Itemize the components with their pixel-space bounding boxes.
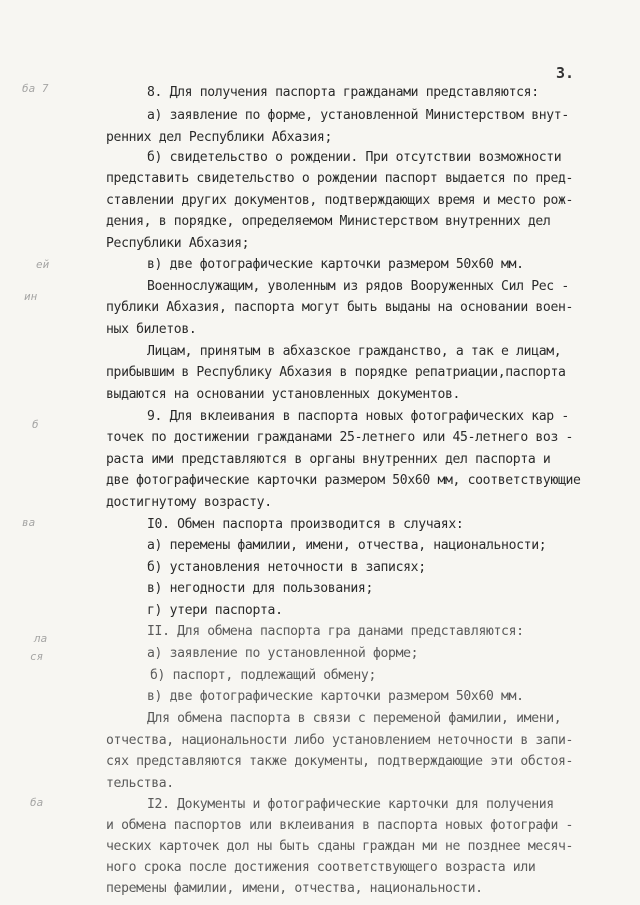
text-line: Для обмена паспорта в связи с переменой фамилии, имени,: [147, 711, 562, 726]
text-line: раста ими представляются в органы внутренних дел паспорта и: [106, 452, 551, 467]
margin-mark: ся: [30, 650, 44, 663]
text-line: сях представляются также документы, подтверждающие эти обстоя-: [106, 754, 574, 769]
margin-mark: ей: [36, 258, 50, 271]
margin-mark: ла: [34, 632, 48, 645]
text-line: перемены фамилии, имени, отчества, национальности.: [106, 881, 483, 896]
text-line: в) негодности для пользования;: [147, 581, 373, 596]
text-line: представить свидетельство о рождении паспорт выдается по пред-: [106, 171, 574, 186]
text-line: а) перемены фамилии, имени, отчества, национальности;: [147, 538, 547, 553]
margin-mark: ба 7: [22, 82, 49, 95]
margin-mark: ва: [22, 516, 36, 529]
text-line: г) утери паспорта.: [147, 603, 283, 618]
text-line: II. Для обмена паспорта гра данами представляются:: [147, 624, 524, 639]
text-line: точек по достижении гражданами 25-летнего или 45-летнего воз -: [106, 430, 574, 445]
page-number: 3.: [556, 64, 575, 82]
text-line: и обмена паспортов или вклеивания в паспорта новых фотографи -: [106, 818, 574, 833]
text-line: ренних дел Республики Абхазия;: [106, 130, 332, 145]
text-line: I0. Обмен паспорта производится в случаях:: [147, 517, 464, 532]
text-line: две фотографические карточки размером 50х60 мм, соответствующие: [106, 473, 581, 488]
text-line: ческих карточек дол ны быть сданы граждан ми не позднее месяч-: [106, 839, 574, 854]
text-line: I2. Документы и фотографические карточки для получения: [147, 797, 554, 812]
text-line: публики Абхазия, паспорта могут быть выданы на основании воен-: [106, 300, 574, 315]
text-line: б) свидетельство о рождении. При отсутствии возможности: [147, 150, 562, 165]
text-line: ставлении других документов, подтверждающих время и место рож-: [106, 193, 574, 208]
text-line: в) две фотографические карточки размером 50х60 мм.: [147, 689, 524, 704]
text-line: б) установления неточности в записях;: [147, 560, 426, 575]
text-line: а) заявление по установленной форме;: [147, 646, 419, 661]
text-line: выдаются на основании установленных документов.: [106, 387, 461, 402]
text-line: ного срока после достижения соответствующего возраста или: [106, 860, 536, 875]
text-line: прибывшим в Республику Абхазия в порядке репатриации,паспорта: [106, 365, 566, 380]
margin-mark: б: [32, 418, 39, 431]
text-line: достигнутому возрасту.: [106, 495, 272, 510]
text-line: ных билетов.: [106, 322, 197, 337]
margin-mark: ин: [24, 290, 38, 303]
text-line: а) заявление по форме, установленной Министерством внут-: [147, 108, 569, 123]
text-line: б) паспорт, подлежащий обмену;: [150, 668, 376, 683]
text-line: Военнослужащим, уволенным из рядов Вооруженных Сил Рес -: [147, 279, 569, 294]
text-line: Лицам, принятым в абхазское гражданство, а так е лицам,: [147, 344, 562, 359]
margin-mark: ба: [30, 796, 44, 809]
text-line: 8. Для получения паспорта гражданами представляются:: [147, 85, 539, 100]
text-line: 9. Для вклеивания в паспорта новых фотографических кар -: [147, 409, 569, 424]
text-line: в) две фотографические карточки размером 50х60 мм.: [147, 257, 524, 272]
text-line: дения, в порядке, определяемом Министерством внутренних дел: [106, 214, 551, 229]
text-line: Республики Абхазия;: [106, 236, 250, 251]
text-line: тельства.: [106, 776, 174, 791]
text-line: отчества, национальности либо установлением неточности в запи-: [106, 733, 574, 748]
